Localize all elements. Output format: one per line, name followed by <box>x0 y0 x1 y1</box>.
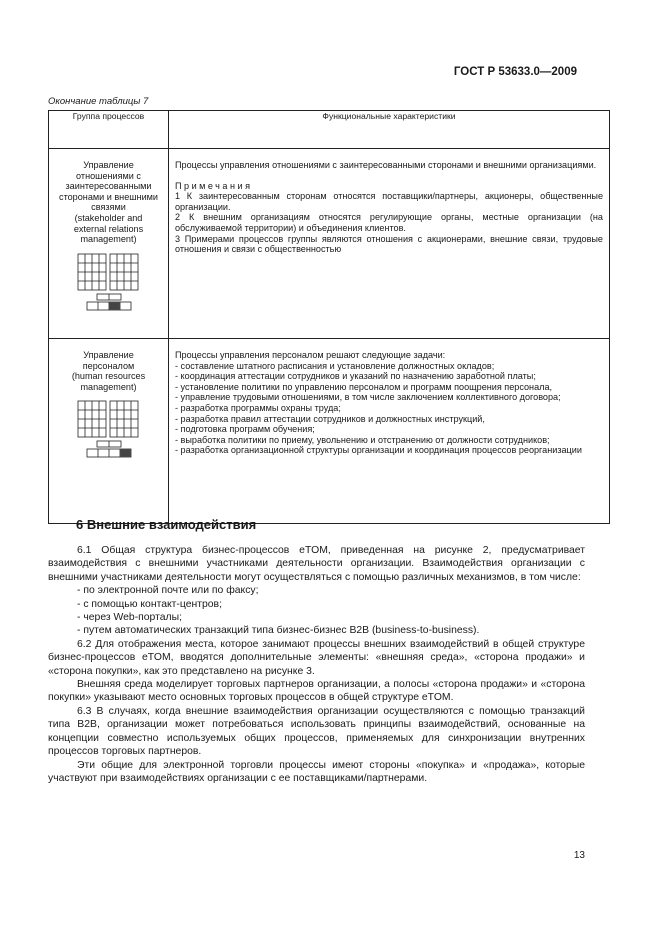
standard-header: ГОСТ Р 53633.0—2009 <box>453 66 577 78</box>
function-cell <box>169 149 610 339</box>
row-description: Процессы управления отношениями с заинтересованными сторонами и внешними организациями. <box>175 160 597 170</box>
task-item: - координация аттестации сотрудников и указаний по назначению заработной платы; <box>175 371 536 382</box>
table-row <box>49 339 610 524</box>
row-description: Процессы управления персоналом решают следующие задачи: <box>175 350 446 360</box>
group-name: отношениями с <box>76 170 141 181</box>
group-name: заинтересованными <box>65 181 152 192</box>
section-body <box>48 544 585 785</box>
page-number: 13 <box>573 850 585 861</box>
list-item: - путем автоматических транзакций типа бизнес-бизнес B2B (business-to-business). <box>77 625 480 637</box>
task-item: - разработка программы охраны труда; <box>175 402 341 413</box>
group-name: Управление <box>83 350 134 360</box>
task-item: - составление штатного расписания и установление должностных окладов; <box>175 360 495 371</box>
etom-position-diagram <box>77 253 141 311</box>
list-item: - по электронной почте или по факсу; <box>77 585 259 597</box>
note-item: 2 К внешним организациям относятся регулирующие органы, местные организации (на обслуживаемой территории) и объединения клиентов. <box>175 212 603 233</box>
group-name: персоналом <box>82 360 135 371</box>
function-cell <box>169 339 610 524</box>
section-title: 6 Внешние взаимодействия <box>76 517 257 532</box>
task-item: - установление политики по управлению персоналом и программ поощрения персонала, <box>175 381 553 392</box>
note-item: 1 К заинтересованным сторонам относятся поставщики/партнеры, акционеры, общественные организации. <box>175 191 603 212</box>
group-name-en: external relations <box>73 223 144 234</box>
etom-position-diagram <box>77 400 141 458</box>
group-name: сторонами и внешними <box>59 191 158 202</box>
task-item: - подготовка программ обучения; <box>175 424 315 435</box>
task-item: - разработка организационной структуры организации и координация процессов реорганизации <box>175 445 582 456</box>
paragraph: 6.2 Для отображения места, которое занимают процессы внешних взаимодействий в общей структуре бизнес-процессов eTOM, вводятся дополнительные элементы: «внешняя среда», «сторона продажи» и «сторона покупки», как это представлено на рисунке 3. <box>48 638 585 677</box>
group-name-en: (stakeholder and <box>74 212 143 223</box>
task-item: - разработка правил аттестации сотрудников и должностных инструкций, <box>175 413 485 424</box>
group-name-en: (human resources <box>71 371 146 382</box>
paragraph: Внешняя среда моделирует торговых партнеров организации, а полосы «сторона продажи» и «сторона покупки» указывают место основных торговых процессов в общей структуре eTOM. <box>48 679 585 704</box>
paragraph: Эти общие для электронной торговли процессы имеют стороны «покупка» и «продажа», которые участвуют при взаимодействиях организации с ее поставщиками/партнерами. <box>48 759 585 784</box>
process-groups-table <box>48 110 610 524</box>
paragraph: 6.3 В случаях, когда внешние взаимодействия организации осуществляются с помощью транзакций типа B2B, организации может потребоваться использовать принципы взаимодействий, основанные на концепции совместно используемых общих процессов, применяемых для синхронизации внутренних процессов торговых партнеров. <box>48 705 585 758</box>
task-item: - управление трудовыми отношениями, в том числе заключением коллективного договора; <box>175 392 561 403</box>
group-name-en: management) <box>80 381 137 392</box>
group-name: связями <box>91 202 126 213</box>
table-row <box>49 149 610 339</box>
table-caption: Окончание таблицы 7 <box>48 96 149 107</box>
note-item: 3 Примерами процессов группы являются отношения с акционерами, внешние связи, трудовые отношения и связи с общественностью <box>175 233 603 255</box>
group-name: Управление <box>83 160 134 170</box>
table-header-row <box>49 111 610 149</box>
list-item: - с помощью контакт-центров; <box>77 598 222 610</box>
col1-header: Группа процессов <box>49 111 169 149</box>
col2-header: Функциональные характеристики <box>169 111 610 149</box>
group-name-en: management) <box>80 234 137 245</box>
group-cell <box>49 149 169 339</box>
paragraph: 6.1 Общая структура бизнес-процессов eTOM, приведенная на рисунке 2, предусматривает взаимодействия с внешними участниками деятельности организации. Взаимодействия организации с внешними участниками деятельности могут осуществляться с помощью различных механизмов, в том числе: <box>48 545 585 583</box>
task-item: - выработка политики по приему, увольнению и отстранению от должности сотрудников; <box>175 434 550 445</box>
list-item: - через Web-порталы; <box>77 612 182 624</box>
notes-title: Примечания <box>175 180 253 191</box>
group-cell <box>49 339 169 524</box>
